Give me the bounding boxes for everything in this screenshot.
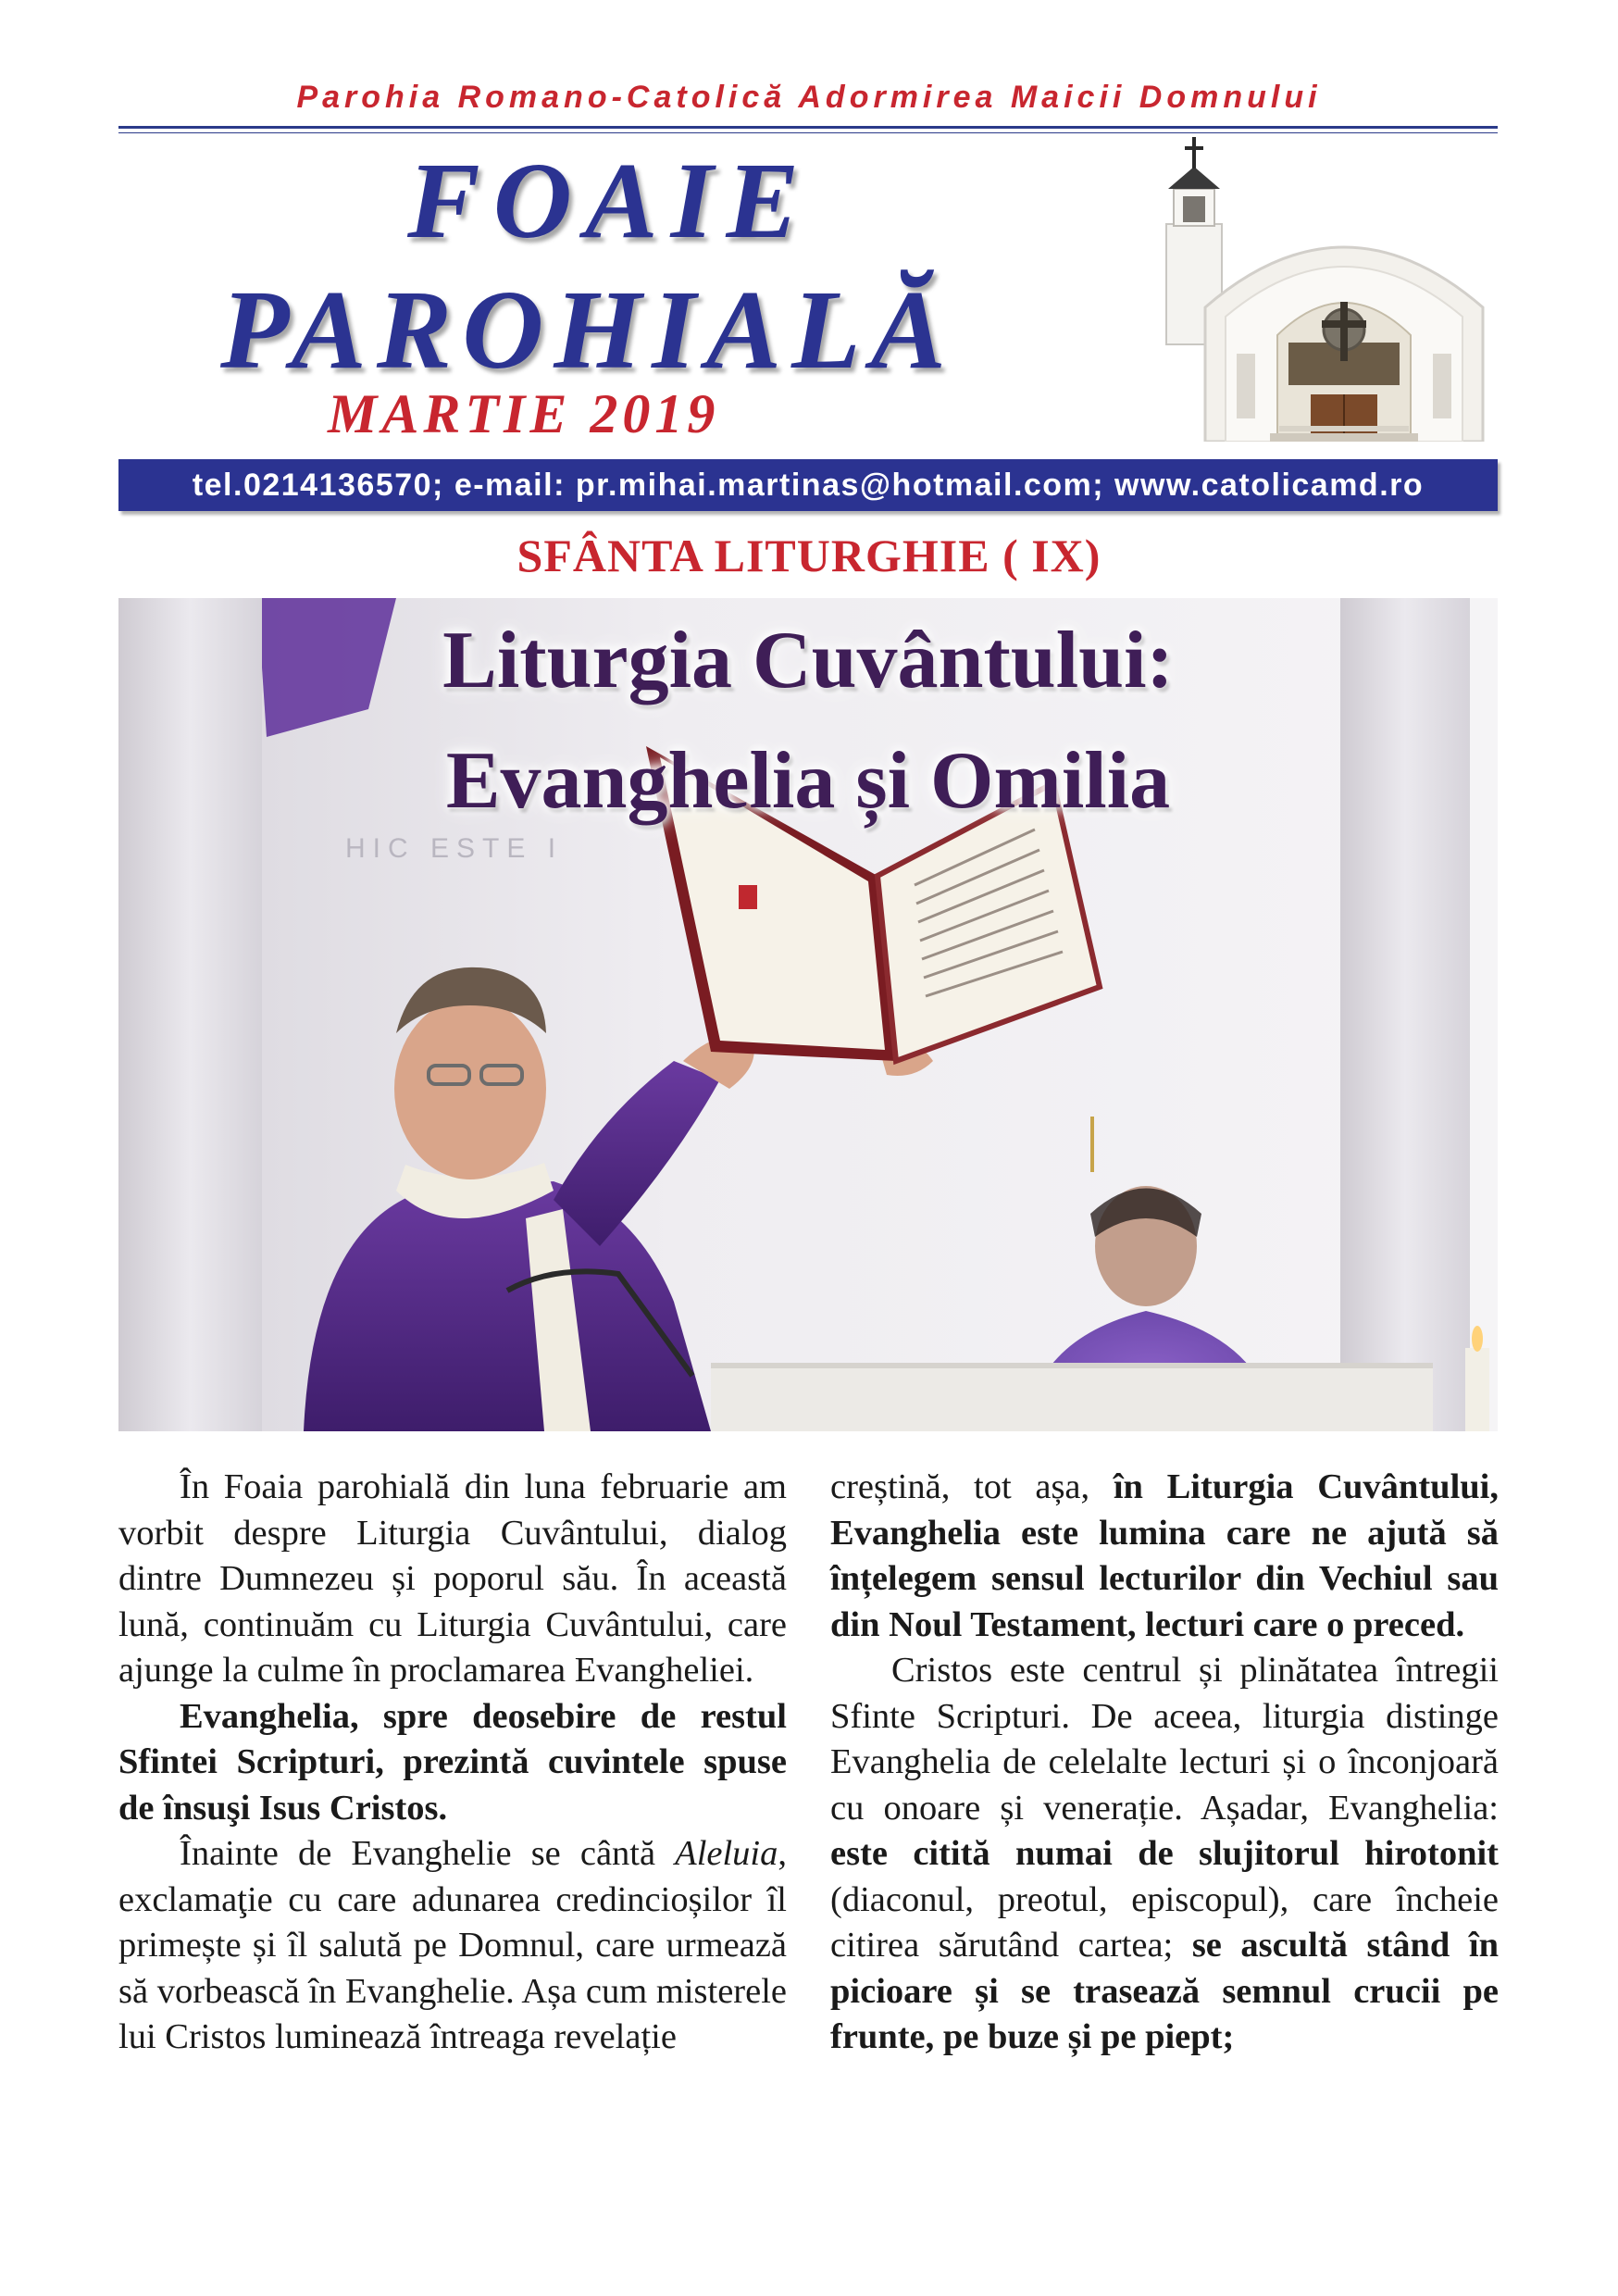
hero-photo — [118, 598, 1498, 1431]
contact-bar: tel.0214136570; e-mail: pr.mihai.martinas@hotmail.com; www.catolicamd.ro — [118, 459, 1498, 511]
issue-date: MARTIE 2019 — [328, 383, 720, 444]
paragraph-continued: creștină, tot așa, în Liturgia Cuvântului, Evanghelia este lumina care ne ajută să înțelegem sensul lecturilor din Vechiul sau din Noul Testament, lecturi care o preced. — [830, 1467, 1499, 1644]
parish-name: Parohia Romano-Catolică Adormirea Maicii Domnului — [296, 80, 1322, 115]
paragraph-aleluia: Înainte de Evanghelie se cântă Aleluia, exclamaţie cu care adunarea credincioșilor îl primește și îl salută pe Domnul, care urmează să vorbească în Evanghelie. Așa cum misterele lui Cristos luminează întreaga revelație — [118, 1834, 787, 2056]
series-title: SFÂNTA LITURGHIE ( IX) — [517, 530, 1101, 581]
svg-text:HIC ESTE I: HIC ESTE I — [345, 833, 564, 864]
header-rule — [118, 126, 1498, 129]
paragraph-gospel: Cristos este centrul și plinătatea întregii Sfinte Scripturi. De aceea, liturgia distinge Evanghelia de celelalte lecturi și o înconjoară cu onoare și venerație. Așadar, Evanghelia: este citită numai de slujitorul hirotonit (diaconul, preotul, episcopul), care încheie citirea sărutând cartea; se ascultă stând în picioare și se trasează semnul crucii pe frunte, pe buze și pe piept; — [830, 1651, 1500, 2056]
church-illustration — [1140, 131, 1490, 442]
bold-statement: Evanghelia, spre deosebire de restul Sfintei Scripturi, prezintă cuvintele spuse de însuşi Isus Cristos. — [118, 1696, 787, 1828]
headline-line1: Liturgia Cuvântului: — [442, 616, 1174, 705]
masthead-title-line1: FOAIE — [407, 140, 813, 261]
masthead-title-line2: PAROHIALĂ — [220, 268, 956, 393]
article-column-right — [830, 1465, 1499, 2061]
paragraph: În Foaia parohială din luna februarie am vorbit despre Liturgia Cuvântului, dialog dintre Dumnezeu și poporul său. În această lună, continuăm cu Liturgia Cuvântului, care ajunge la culme în proclamarea Evangheliei. — [118, 1467, 787, 1690]
headline-line2: Evanghelia și Omilia — [445, 736, 1171, 826]
article-column-left — [118, 1465, 787, 2061]
